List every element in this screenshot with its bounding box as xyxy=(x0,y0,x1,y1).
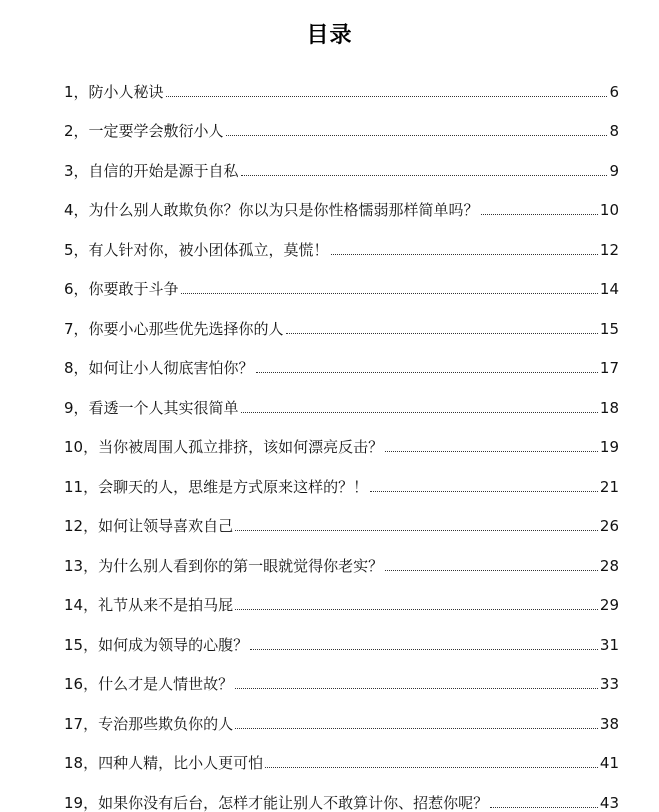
toc-entry[interactable] xyxy=(64,575,619,615)
dot-leader xyxy=(235,688,598,689)
toc-entry-page-number: 28 xyxy=(599,556,619,575)
toc-entry[interactable] xyxy=(64,338,619,378)
dot-leader xyxy=(241,175,608,176)
toc-entry-title: 9，看透一个人其实很简单 xyxy=(64,398,239,417)
toc-entry[interactable] xyxy=(64,61,619,101)
toc-entry-title: 13，为什么别人看到你的第一眼就觉得你老实？ xyxy=(64,556,384,575)
dot-leader xyxy=(256,372,598,373)
dot-leader xyxy=(235,530,598,531)
toc-entry[interactable] xyxy=(64,535,619,575)
toc-entry-page-number: 43 xyxy=(599,793,619,812)
dot-leader xyxy=(241,412,598,413)
toc-entry-title: 12，如何让领导喜欢自己 xyxy=(64,517,234,535)
toc-entry[interactable] xyxy=(64,772,619,812)
toc-entry-title: 5，有人针对你，被小团体孤立，莫慌！ xyxy=(64,240,329,259)
toc-entry-title: 3，自信的开始是源于自私 xyxy=(64,161,239,180)
toc-entry-title: 8，如何让小人彻底害怕你？ xyxy=(64,359,254,377)
toc-entry[interactable] xyxy=(64,298,619,338)
toc-entry-title: 14，礼节从来不是拍马屁 xyxy=(64,596,234,614)
toc-entry-title: 11，会聊天的人，思维是方式原来这样的？！ xyxy=(64,477,369,496)
toc-entry-page-number: 17 xyxy=(599,359,619,377)
toc-entry[interactable] xyxy=(64,417,619,457)
toc-entry-title: 17，专治那些欺负你的人 xyxy=(64,714,234,733)
toc-entry[interactable] xyxy=(64,693,619,733)
dot-leader xyxy=(385,451,598,452)
toc-entry[interactable] xyxy=(64,496,619,536)
dot-leader xyxy=(235,609,598,610)
toc-entry-title: 1，防小人秘诀 xyxy=(64,82,164,101)
page-title: 目录 xyxy=(306,23,353,48)
toc-entry[interactable] xyxy=(64,140,619,180)
toc-entry-page-number: 18 xyxy=(599,398,619,417)
toc-entry-page-number: 19 xyxy=(599,438,619,456)
toc-entry[interactable] xyxy=(64,259,619,299)
toc-entry-title: 2，一定要学会敷衍小人 xyxy=(64,122,224,140)
toc-entry-title: 4，为什么别人敢欺负你？你以为只是你性格懦弱那样简单吗？ xyxy=(64,201,479,219)
toc-entry-title: 19，如果你没有后台，怎样才能让别人不敢算计你、招惹你呢？ xyxy=(64,793,489,812)
toc-list xyxy=(64,61,619,812)
toc-entry-page-number: 33 xyxy=(599,675,619,693)
toc-entry-page-number: 21 xyxy=(599,477,619,496)
toc-entry-page-number: 10 xyxy=(599,201,619,219)
dot-leader xyxy=(265,767,598,768)
toc-entry[interactable] xyxy=(64,614,619,654)
toc-entry-page-number: 9 xyxy=(609,161,619,180)
toc-entry-page-number: 26 xyxy=(599,517,619,535)
dot-leader xyxy=(286,333,598,334)
dot-leader xyxy=(481,214,598,215)
toc-entry[interactable] xyxy=(64,654,619,694)
dot-leader xyxy=(181,293,598,294)
toc-entry-page-number: 41 xyxy=(599,754,619,772)
toc-entry-page-number: 38 xyxy=(599,714,619,733)
toc-entry-page-number: 6 xyxy=(609,82,619,101)
toc-entry-title: 10，当你被周围人孤立排挤，该如何漂亮反击？ xyxy=(64,438,384,456)
dot-leader xyxy=(250,649,598,650)
dot-leader xyxy=(331,254,598,255)
toc-entry-page-number: 31 xyxy=(599,635,619,654)
toc-entry[interactable] xyxy=(64,180,619,220)
dot-leader xyxy=(226,135,608,136)
toc-entry[interactable] xyxy=(64,733,619,773)
toc-entry-title: 18，四种人精，比小人更可怕 xyxy=(64,754,264,772)
toc-entry-page-number: 14 xyxy=(599,280,619,298)
dot-leader xyxy=(166,96,608,97)
toc-entry-page-number: 12 xyxy=(599,240,619,259)
toc-entry-page-number: 8 xyxy=(609,122,619,140)
toc-entry-title: 15，如何成为领导的心腹？ xyxy=(64,635,249,654)
dot-leader xyxy=(490,807,598,808)
toc-entry[interactable] xyxy=(64,456,619,496)
toc-entry-page-number: 15 xyxy=(599,319,619,338)
toc-entry[interactable] xyxy=(64,219,619,259)
toc-entry-title: 7，你要小心那些优先选择你的人 xyxy=(64,319,284,338)
toc-entry[interactable] xyxy=(64,101,619,141)
toc-entry-title: 16，什么才是人情世故？ xyxy=(64,675,234,693)
dot-leader xyxy=(370,491,598,492)
dot-leader xyxy=(235,728,598,729)
toc-entry[interactable] xyxy=(64,377,619,417)
toc-entry-page-number: 29 xyxy=(599,596,619,614)
toc-entry-title: 6，你要敢于斗争 xyxy=(64,280,179,298)
dot-leader xyxy=(385,570,598,571)
